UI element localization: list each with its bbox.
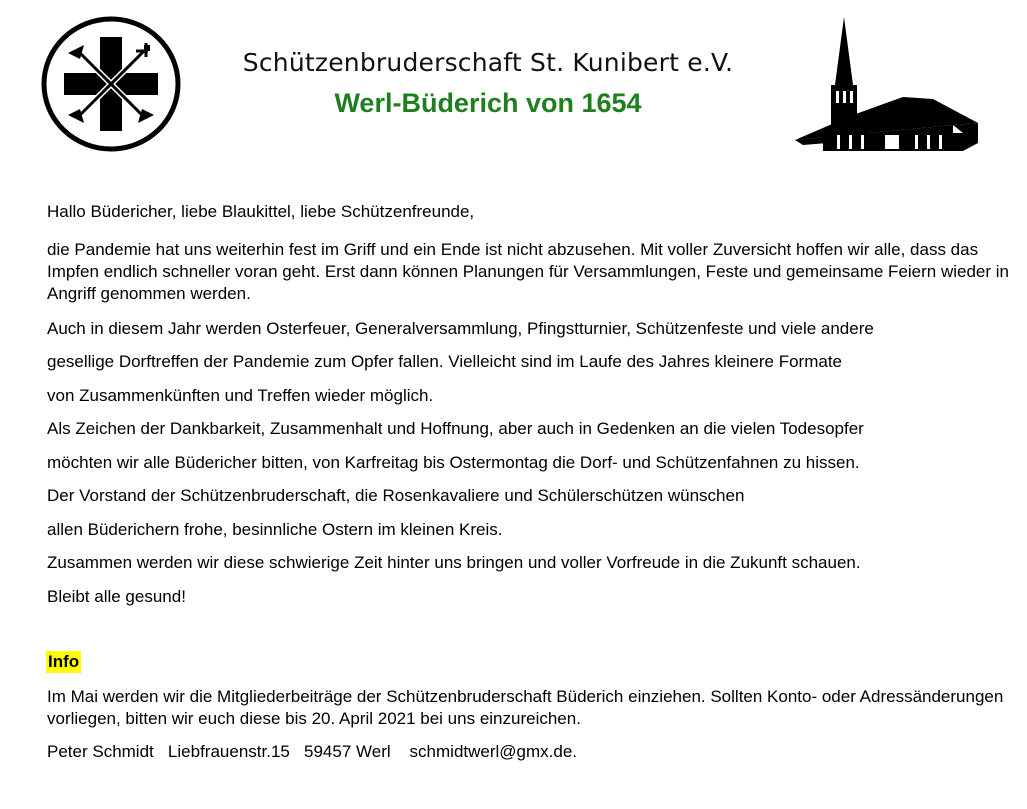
letter-line: Als Zeichen der Dankbarkeit, Zusammenhalt und Hoffnung, aber auch in Gedenken an die vielen Todesopfer: [47, 419, 864, 438]
letter-line: Auch in diesem Jahr werden Osterfeuer, Generalversammlung, Pfingstturnier, Schützenfeste und viele andere: [47, 319, 874, 338]
letter-line: allen Büderichern frohe, besinnliche Ostern im kleinen Kreis.: [47, 520, 503, 539]
pandemic-paragraph: die Pandemie hat uns weiterhin fest im Griff und ein Ende ist nicht abzusehen. Mit voller Zuversicht hoffen wir alle, dass das Impfen endlich schneller voran geht. Erst dann können Planungen für Versammlungen, Feste und gemeinsame Feiern wieder in Angriff genommen werden.: [47, 240, 1010, 303]
letter-line: von Zusammenkünften und Treffen wieder möglich.: [47, 386, 434, 405]
org-name: Schützenbruderschaft St. Kunibert e.V.: [242, 48, 734, 77]
info-text: Im Mai werden wir die Mitgliederbeiträge der Schützenbruderschaft Büderich einziehen. Sollten Konto- oder Adressänderungen vorliegen, bitten wir euch diese bis 20. April 2021 bei uns einzureichen.: [47, 687, 1004, 728]
letter-line: Der Vorstand der Schützenbruderschaft, die Rosenkavaliere und Schülerschützen wünschen: [47, 486, 745, 505]
info-label: Info: [48, 652, 80, 671]
letter-line: Zusammen werden wir diese schwierige Zeit hinter uns bringen und voller Vorfreude in die Zukunft schauen.: [47, 553, 861, 572]
letter-line: gesellige Dorftreffen der Pandemie zum Opfer fallen. Vielleicht sind im Laufe des Jahres kleinere Formate: [47, 352, 842, 371]
church-and-hall-silhouette-icon: [793, 15, 993, 155]
letter-line: Bleibt alle gesund!: [47, 587, 186, 606]
contact-line: Peter Schmidt Liebfrauenstr.15 59457 Werl schmidtwerl@gmx.de.: [47, 742, 578, 761]
greeting: Hallo Büdericher, liebe Blaukittel, liebe Schützenfreunde,: [47, 202, 475, 221]
letter-line: möchten wir alle Büdericher bitten, von Karfreitag bis Ostermontag die Dorf- und Schützenfahnen zu hissen.: [47, 453, 860, 472]
crossed-arrows-cross-emblem-icon: [40, 15, 182, 153]
subtitle: Werl-Büderich von 1654: [334, 88, 642, 118]
